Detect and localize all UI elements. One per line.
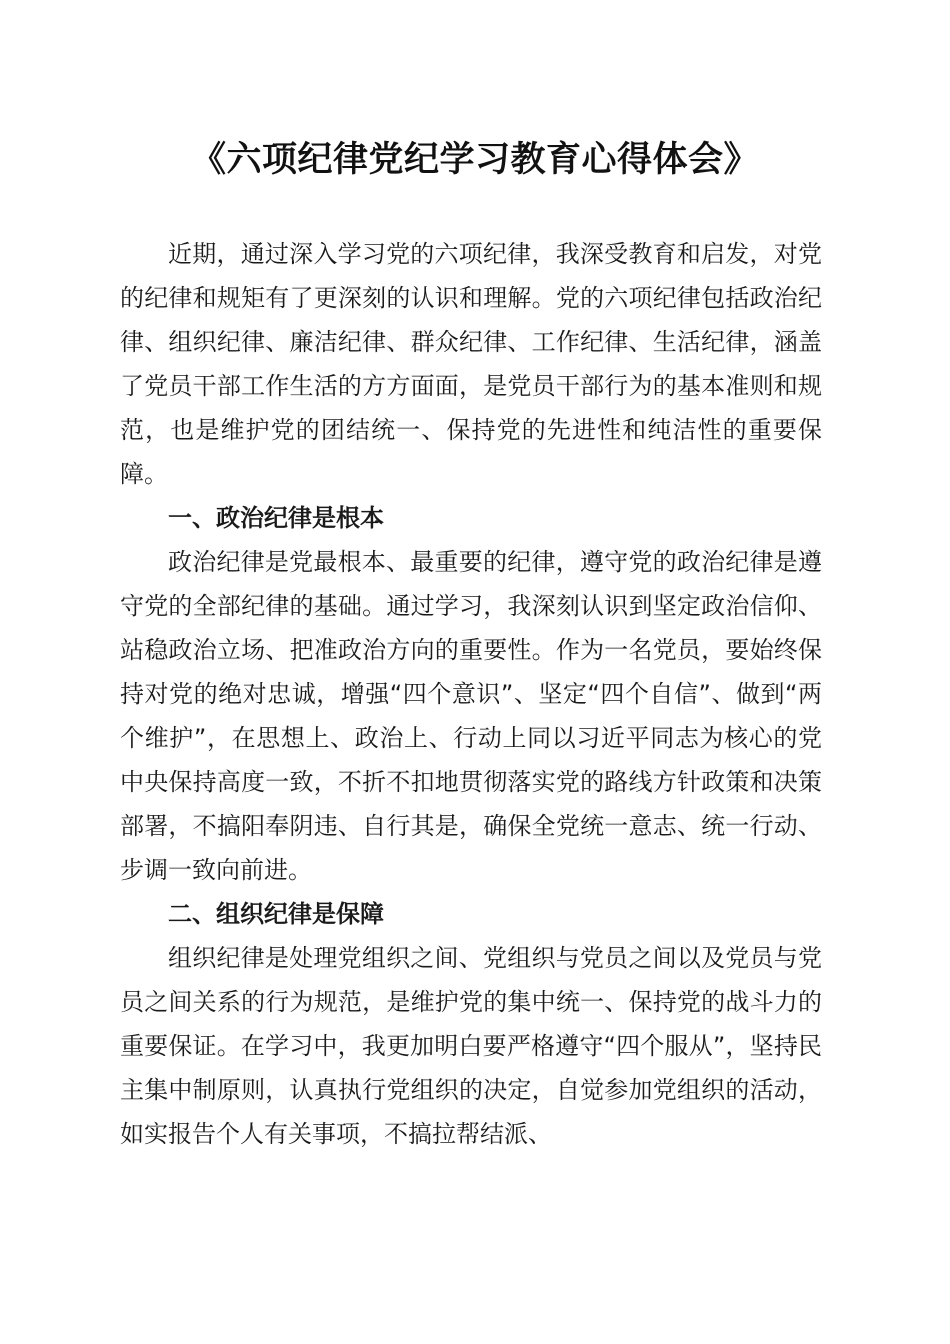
- document-title: 《六项纪律党纪学习教育心得体会》: [190, 139, 759, 180]
- section-heading-political: 一、政治纪律是根本: [168, 504, 384, 532]
- section-paragraph-organizational: 组织纪律是处理党组织之间、党组织与党员之间以及党员与党员之间关系的行为规范，是维护党的集中统一、保持党的战斗力的重要保证。在学习中，我更加明白要严格遵守“四个服从”，坚持民主集中制原则，认真执行党组织的决定，自觉参加党组织的活动，如实报告个人有关事项，不搞拉帮结派、: [120, 944, 822, 1148]
- intro-paragraph: 近期，通过深入学习党的六项纪律，我深受教育和启发，对党的纪律和规矩有了更深刻的认识和理解。党的六项纪律包括政治纪律、组织纪律、廉洁纪律、群众纪律、工作纪律、生活纪律，涵盖了党员干部工作生活的方方面面，是党员干部行为的基本准则和规范，也是维护党的团结统一、保持党的先进性和纯洁性的重要保障。: [120, 240, 822, 488]
- document-body: [120, 232, 822, 1156]
- section-heading-organizational: 二、组织纪律是保障: [168, 900, 384, 928]
- section-paragraph-political: 政治纪律是党最根本、最重要的纪律，遵守党的政治纪律是遵守党的全部纪律的基础。通过学习，我深刻认识到坚定政治信仰、站稳政治立场、把准政治方向的重要性。作为一名党员，要始终保持对党的绝对忠诚，增强“四个意识”、坚定“四个自信”、做到“两个维护”，在思想上、政治上、行动上同以习近平同志为核心的党中央保持高度一致，不折不扣地贯彻落实党的路线方针政策和决策部署，不搞阳奉阴违、自行其是，确保全党统一意志、统一行动、步调一致向前进。: [120, 548, 822, 884]
